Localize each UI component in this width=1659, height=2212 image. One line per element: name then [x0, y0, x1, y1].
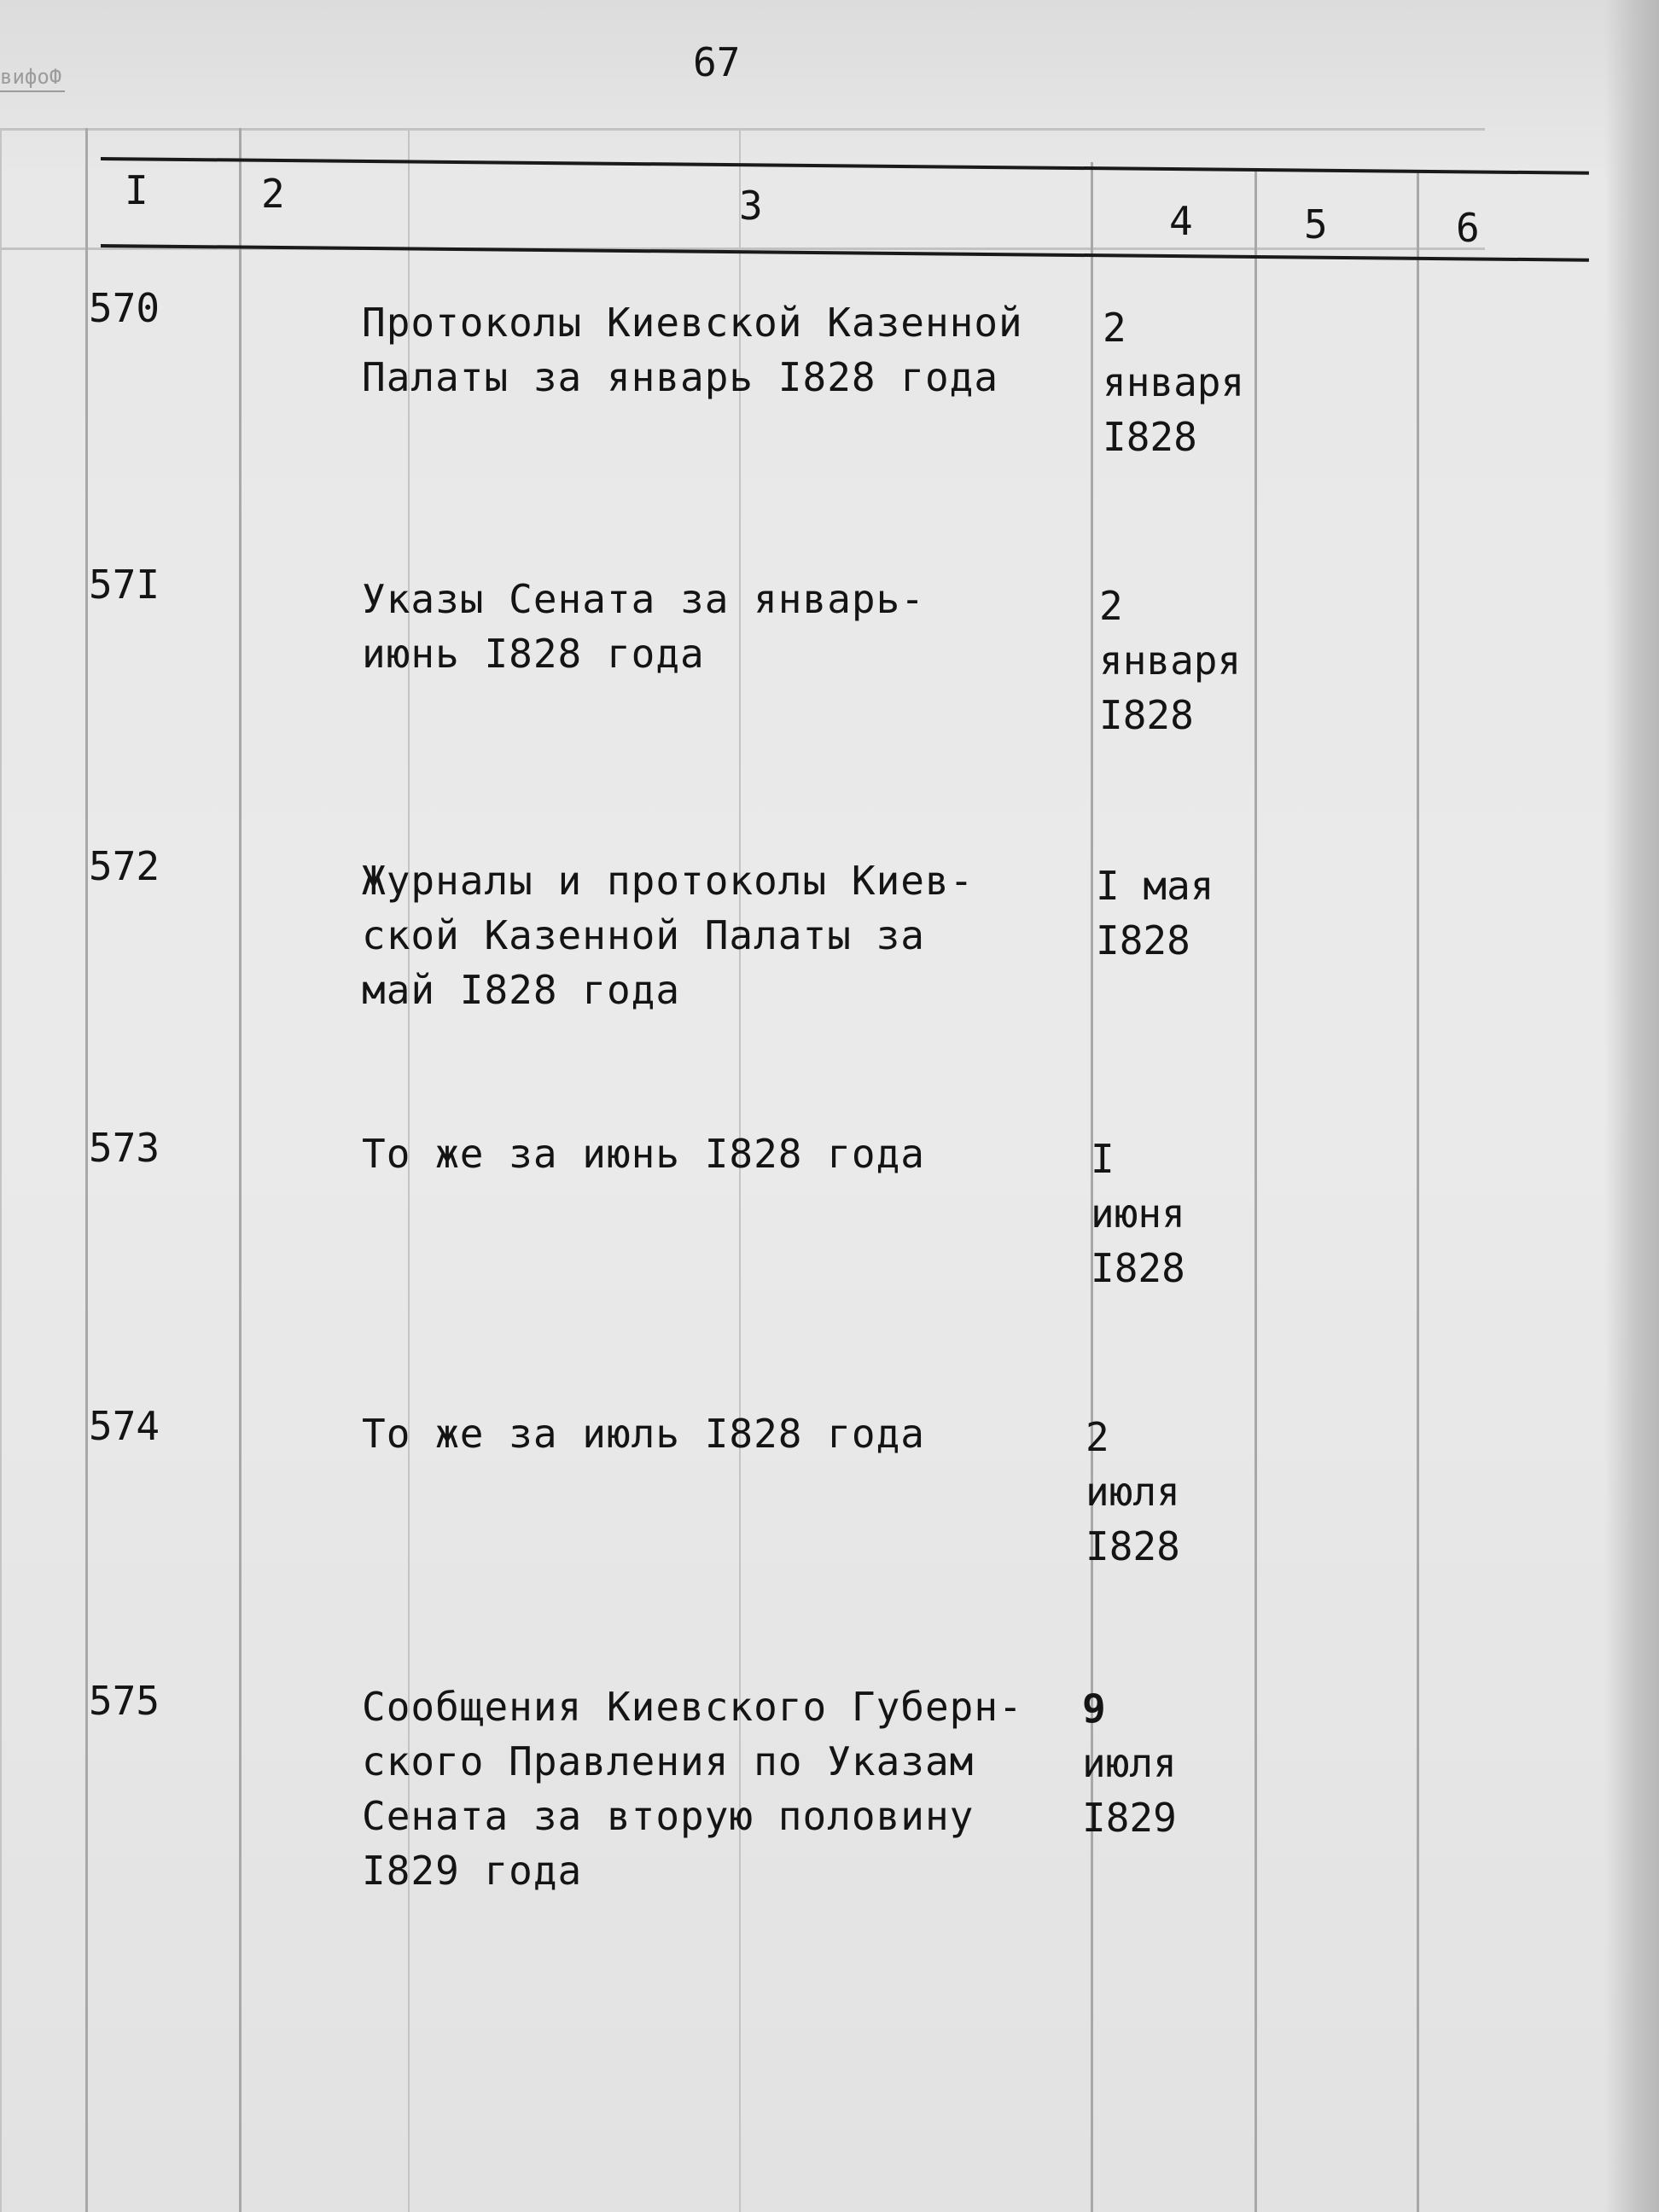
- faint-margin-stamp: вифоФ: [0, 65, 65, 92]
- date-month: июня: [1091, 1190, 1185, 1237]
- description-line: ской Казенной Палаты за: [362, 912, 925, 958]
- row-date: [1103, 300, 1244, 464]
- row-number: 570: [89, 285, 160, 331]
- column-rule: [1417, 171, 1419, 2212]
- description-line: I829 года: [362, 1848, 583, 1894]
- page-edge-shadow: [1604, 0, 1659, 2212]
- date-month: января: [1103, 359, 1245, 405]
- row-number: 574: [89, 1403, 160, 1449]
- description-line: Сената за вторую половину: [362, 1793, 975, 1839]
- column-header-4: 4: [1169, 198, 1193, 244]
- row-number: 573: [89, 1125, 160, 1171]
- row-date: [1091, 1132, 1185, 1295]
- date-day: 2: [1099, 583, 1123, 629]
- description-line: Сообщения Киевского Губерн-: [362, 1684, 1023, 1730]
- row-description: [362, 572, 925, 681]
- row-description: [362, 1679, 1023, 1898]
- row-number: 572: [89, 843, 160, 889]
- description-line: Журналы и протоколы Киев-: [362, 858, 975, 904]
- column-rule: [0, 128, 2, 2212]
- row-description: [362, 1406, 925, 1461]
- date-month: июля: [1082, 1740, 1177, 1786]
- description-line: Указы Сената за январь-: [362, 576, 925, 622]
- date-year: I829: [1082, 1795, 1177, 1841]
- page-number: 67: [693, 39, 741, 85]
- description-line: То же за июль I828 года: [362, 1411, 925, 1457]
- column-rule: [239, 128, 242, 2212]
- description-line: май I828 года: [362, 967, 681, 1013]
- date-day: 2: [1103, 305, 1126, 351]
- date-day-month: I мая: [1096, 863, 1214, 909]
- ghost-rule: [0, 128, 1485, 131]
- row-number: 57I: [89, 562, 160, 608]
- row-description: [362, 1126, 925, 1181]
- column-rule: [1254, 171, 1257, 2212]
- description-line: То же за июнь I828 года: [362, 1131, 925, 1177]
- date-year: I828: [1099, 692, 1194, 738]
- row-date: [1086, 1410, 1180, 1574]
- column-header-5: 5: [1304, 201, 1328, 247]
- date-month: июля: [1086, 1469, 1180, 1515]
- date-year: I828: [1091, 1245, 1185, 1291]
- row-description: [362, 295, 1023, 405]
- row-description: [362, 853, 974, 1017]
- date-month: января: [1099, 637, 1242, 684]
- column-header-2: 2: [261, 171, 285, 217]
- row-date: [1082, 1681, 1177, 1845]
- description-line: Палаты за январь I828 года: [362, 354, 999, 400]
- row-number: 575: [89, 1678, 160, 1724]
- row-date: [1096, 859, 1214, 968]
- description-line: июнь I828 года: [362, 631, 705, 677]
- column-rule: [85, 128, 88, 2212]
- date-day: 2: [1086, 1414, 1109, 1460]
- date-year: I828: [1103, 414, 1197, 460]
- description-line: Протоколы Киевской Казенной: [362, 300, 1023, 346]
- column-header-1: I: [125, 167, 148, 213]
- header-top-rule: [101, 157, 1589, 175]
- date-day: 9: [1082, 1685, 1106, 1732]
- date-day: I: [1091, 1136, 1115, 1182]
- description-line: ского Правления по Указам: [362, 1738, 975, 1784]
- column-header-6: 6: [1456, 205, 1480, 251]
- date-year: I828: [1086, 1523, 1180, 1569]
- row-date: [1099, 579, 1241, 742]
- column-header-3: 3: [739, 183, 763, 229]
- date-year: I828: [1096, 917, 1190, 963]
